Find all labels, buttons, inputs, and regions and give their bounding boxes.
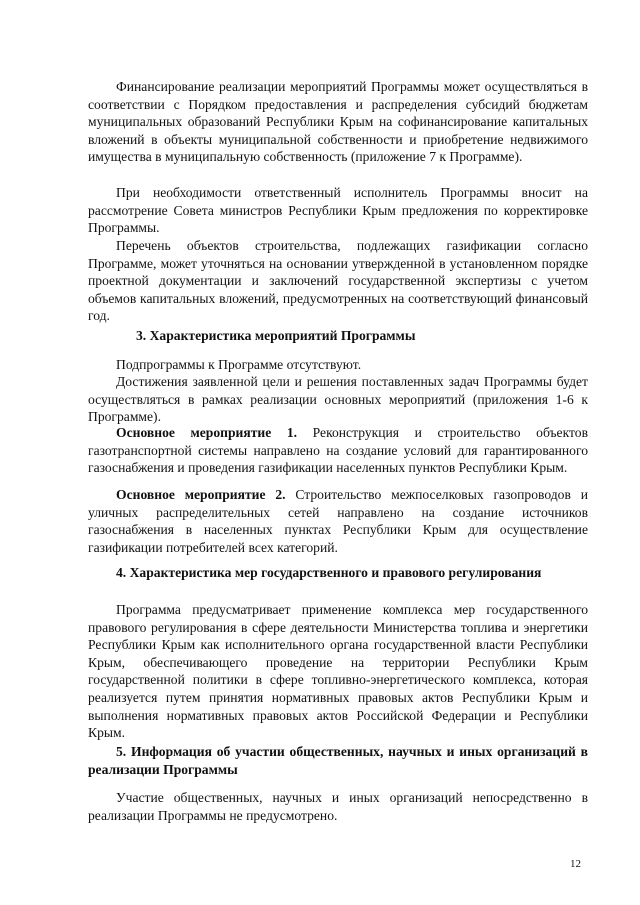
page-number: 12 — [570, 858, 581, 870]
section-heading-4: 4. Характеристика мер государственного и правового регулирования — [116, 565, 542, 580]
main-measure-1-label: Основное мероприятие 1. — [116, 425, 298, 440]
paragraph-financing: Финансирование реализации мероприятий Программы может осуществляться в соответствии с Порядком предоставления и распределения субсидий бюджетам муниципальных образований Республики Крым на софинансирование капитальных вложений в объекты муниципальной собственности и приобретение недвижимого имущества в муниципальную собственность (приложение 7 к Программе). — [88, 79, 588, 165]
paragraph-main-measure-1 — [88, 424, 588, 477]
paragraph-regulation: Программа предусматривает применение комплекса мер государственного правового регулирования в сфере деятельности Министерства топлива и энергетики Республики Крым как исполнительного органа государственной власти Республики Крым, обеспечивающего проведение на территории Республики Крым государственной политики в сфере топливно-энергетического комплекса, которая реализуется путем принятия нормативных правовых актов Республики Крым и выполнения нормативных правовых актов Российской Федерации и Республики Крым. — [88, 602, 588, 741]
paragraph-corrections: При необходимости ответственный исполнитель Программы вносит на рассмотрение Совета министров Республики Крым предложения по корректировке Программы. — [88, 185, 588, 236]
main-measure-2-label: Основное мероприятие 2. — [116, 487, 286, 502]
section-heading-3: 3. Характеристика мероприятий Программы — [136, 328, 416, 343]
paragraph-subprograms: Подпрограммы к Программе отсутствуют. — [116, 357, 362, 372]
paragraph-goal-achievement: Достижения заявленной цели и решения поставленных задач Программы будет осуществляться в рамках реализации основных мероприятий (приложения 1-6 к Программе). — [88, 374, 588, 425]
paragraph-main-measure-2 — [88, 486, 588, 556]
paragraph-objects-list: Перечень объектов строительства, подлежащих газификации согласно Программе, может уточняться на основании утвержденной в установленном порядке проектной документации и заключений государственной экспертизы с учетом объемов капитальных вложений, предусмотренных на соответствующий финансовый год. — [88, 238, 588, 324]
section-heading-5: 5. Информация об участии общественных, научных и иных организаций в реализации Программы — [88, 744, 588, 777]
paragraph-participation: Участие общественных, научных и иных организаций непосредственно в реализации Программы не предусмотрено. — [88, 790, 588, 823]
main-measure-2-text: Строительство межпоселковых газопроводов и уличных распределительных сетей направлено на создание источников газоснабжения в населенных пунктах Республики Крым для осуществление газификации потребителей всех категорий. — [88, 487, 588, 555]
main-measure-1-text: Реконструкция и строительство объектов газотранспортной системы направлено на создание условий для гарантированного газоснабжения и проведения газификации населенных пунктов Республики Крым. — [88, 425, 588, 476]
